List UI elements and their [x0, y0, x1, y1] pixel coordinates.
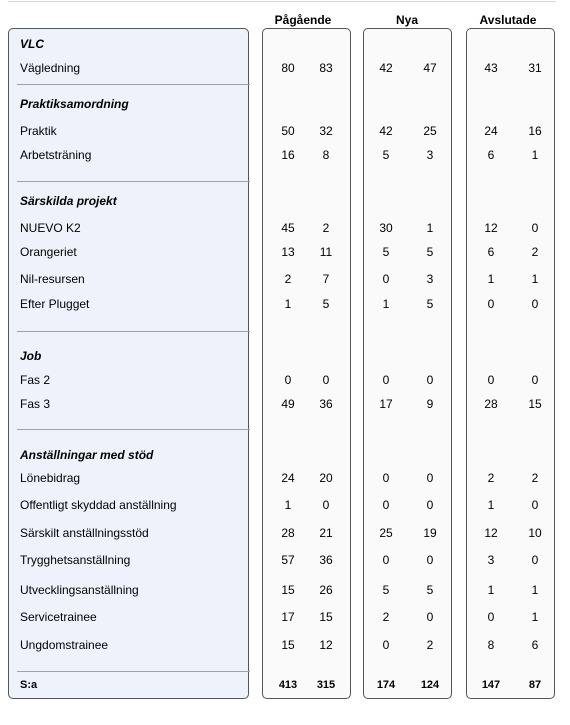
table-cell: 31: [528, 61, 542, 75]
table-cell: 5: [426, 583, 434, 597]
table-cell: 5: [382, 148, 390, 162]
table-cell: 1: [426, 221, 434, 235]
section-title-vlc: VLC: [20, 37, 44, 51]
table-cell: 2: [284, 272, 292, 286]
table-cell: 25: [423, 124, 437, 138]
table-cell: 0: [531, 373, 539, 387]
table-cell: 32: [319, 124, 333, 138]
table-cell: 6: [487, 245, 495, 259]
table-cell: 20: [319, 471, 333, 485]
table-cell: 21: [319, 526, 333, 540]
table-cell: 1: [531, 610, 539, 624]
table-cell: 6: [531, 638, 539, 652]
total-cell: 147: [481, 679, 501, 691]
table-cell: 28: [281, 526, 295, 540]
table-cell: 0: [426, 498, 434, 512]
table-cell: 15: [281, 638, 295, 652]
table-cell: 0: [531, 297, 539, 311]
row-label-offentligt-skyddad-anstallning: Offentligt skyddad anställning: [20, 498, 177, 512]
table-cell: 0: [426, 553, 434, 567]
table-cell: 24: [484, 124, 498, 138]
section-divider: [17, 331, 250, 332]
table-cell: 80: [281, 61, 295, 75]
total-cell: 315: [316, 679, 336, 691]
table-cell: 0: [382, 498, 390, 512]
table-cell: 3: [426, 148, 434, 162]
row-label-servicetrainee: Servicetrainee: [20, 610, 97, 624]
table-cell: 3: [426, 272, 434, 286]
row-label-lonebidrag: Lönebidrag: [20, 471, 81, 485]
table-cell: 5: [426, 245, 434, 259]
table-cell: 2: [531, 245, 539, 259]
table-cell: 2: [382, 610, 390, 624]
table-cell: 0: [531, 498, 539, 512]
table-cell: 1: [487, 498, 495, 512]
table-cell: 16: [528, 124, 542, 138]
table-cell: 12: [319, 638, 333, 652]
table-cell: 0: [531, 221, 539, 235]
group-title-avslutade: Avslutade: [479, 13, 537, 27]
table-cell: 2: [487, 471, 495, 485]
table-cell: 47: [423, 61, 437, 75]
table-cell: 50: [281, 124, 295, 138]
table-cell: 2: [322, 221, 330, 235]
row-label-fas-2: Fas 2: [20, 373, 51, 387]
section-title-anstallningar-med-stod: Anställningar med stöd: [20, 448, 154, 462]
table-cell: 83: [319, 61, 333, 75]
row-label-orangeriet: Orangeriet: [20, 245, 77, 259]
table-cell: 15: [528, 397, 542, 411]
table-cell: 9: [426, 397, 434, 411]
table-cell: 8: [487, 638, 495, 652]
table-cell: 17: [281, 610, 295, 624]
row-label-utvecklingsanstallning: Utvecklingsanställning: [20, 583, 139, 597]
table-cell: 42: [379, 61, 393, 75]
total-cell: 174: [376, 679, 396, 691]
table-cell: 28: [484, 397, 498, 411]
table-cell: 10: [528, 526, 542, 540]
table-cell: 5: [382, 245, 390, 259]
table-cell: 0: [531, 553, 539, 567]
table-cell: 0: [382, 373, 390, 387]
table-cell: 57: [281, 553, 295, 567]
row-label-ungdomstrainee: Ungdomstrainee: [20, 638, 109, 652]
row-label-nuevo-k2: NUEVO K2: [20, 221, 81, 235]
table-cell: 49: [281, 397, 295, 411]
table-cell: 15: [319, 610, 333, 624]
row-label-trygghetsanstallning: Trygghetsanställning: [20, 553, 131, 567]
table-cell: 24: [281, 471, 295, 485]
section-divider: [17, 84, 250, 85]
row-label-praktik: Praktik: [20, 124, 57, 138]
table-cell: 1: [531, 583, 539, 597]
row-label-fas-3: Fas 3: [20, 397, 51, 411]
total-cell: 124: [420, 679, 440, 691]
table-cell: 26: [319, 583, 333, 597]
table-cell: 1: [531, 148, 539, 162]
table-cell: 43: [484, 61, 498, 75]
table-cell: 15: [281, 583, 295, 597]
section-title-praktiksamordning: Praktiksamordning: [20, 97, 129, 111]
table-cell: 16: [281, 148, 295, 162]
table-cell: 1: [382, 297, 390, 311]
total-cell: 87: [528, 679, 542, 691]
table-cell: 1: [487, 583, 495, 597]
table-cell: 8: [322, 148, 330, 162]
section-divider: [17, 181, 250, 182]
table-cell: 19: [423, 526, 437, 540]
total-label: S:a: [20, 679, 38, 691]
section-title-sarskilda-projekt: Särskilda projekt: [20, 194, 117, 208]
table-cell: 12: [484, 221, 498, 235]
table-cell: 17: [379, 397, 393, 411]
table-cell: 5: [382, 583, 390, 597]
group-title-pagaende: Pågående: [274, 13, 332, 27]
table-cell: 5: [322, 297, 330, 311]
section-divider: [17, 671, 250, 672]
row-label-arbetstraning: Arbetsträning: [20, 148, 92, 162]
table-cell: 2: [531, 471, 539, 485]
table-cell: 0: [426, 373, 434, 387]
section-title-job: Job: [20, 349, 42, 363]
total-cell: 413: [278, 679, 298, 691]
table-cell: 1: [487, 272, 495, 286]
table-cell: 12: [484, 526, 498, 540]
table-cell: 36: [319, 397, 333, 411]
table-cell: 11: [319, 245, 333, 259]
table-cell: 45: [281, 221, 295, 235]
table-cell: 1: [284, 498, 292, 512]
top-rule: [8, 1, 556, 2]
table-cell: 25: [379, 526, 393, 540]
table-cell: 0: [284, 373, 292, 387]
table-cell: 6: [487, 148, 495, 162]
table-cell: 0: [322, 498, 330, 512]
table-cell: 42: [379, 124, 393, 138]
table-cell: 30: [379, 221, 393, 235]
table-cell: 0: [322, 373, 330, 387]
table-cell: 0: [487, 297, 495, 311]
table-cell: 0: [382, 638, 390, 652]
row-label-nil-resursen: Nil-resursen: [20, 272, 85, 286]
table-cell: 2: [426, 638, 434, 652]
row-label-sarskilt-anstallningsstod: Särskilt anställningsstöd: [20, 526, 149, 540]
table-cell: 13: [281, 245, 295, 259]
table-cell: 0: [426, 471, 434, 485]
row-label-efter-plugget: Efter Plugget: [20, 297, 90, 311]
table-cell: 5: [426, 297, 434, 311]
section-divider: [17, 429, 250, 430]
group-title-nya: Nya: [395, 13, 418, 27]
table-cell: 36: [319, 553, 333, 567]
table-cell: 3: [487, 553, 495, 567]
table-cell: 0: [382, 553, 390, 567]
table-cell: 0: [487, 373, 495, 387]
table-cell: 0: [382, 272, 390, 286]
table-cell: 1: [284, 297, 292, 311]
row-label-vagledning: Vägledning: [20, 61, 81, 75]
table-cell: 7: [322, 272, 330, 286]
table-cell: 1: [531, 272, 539, 286]
table-cell: 0: [382, 471, 390, 485]
table-cell: 0: [426, 610, 434, 624]
table-cell: 0: [487, 610, 495, 624]
